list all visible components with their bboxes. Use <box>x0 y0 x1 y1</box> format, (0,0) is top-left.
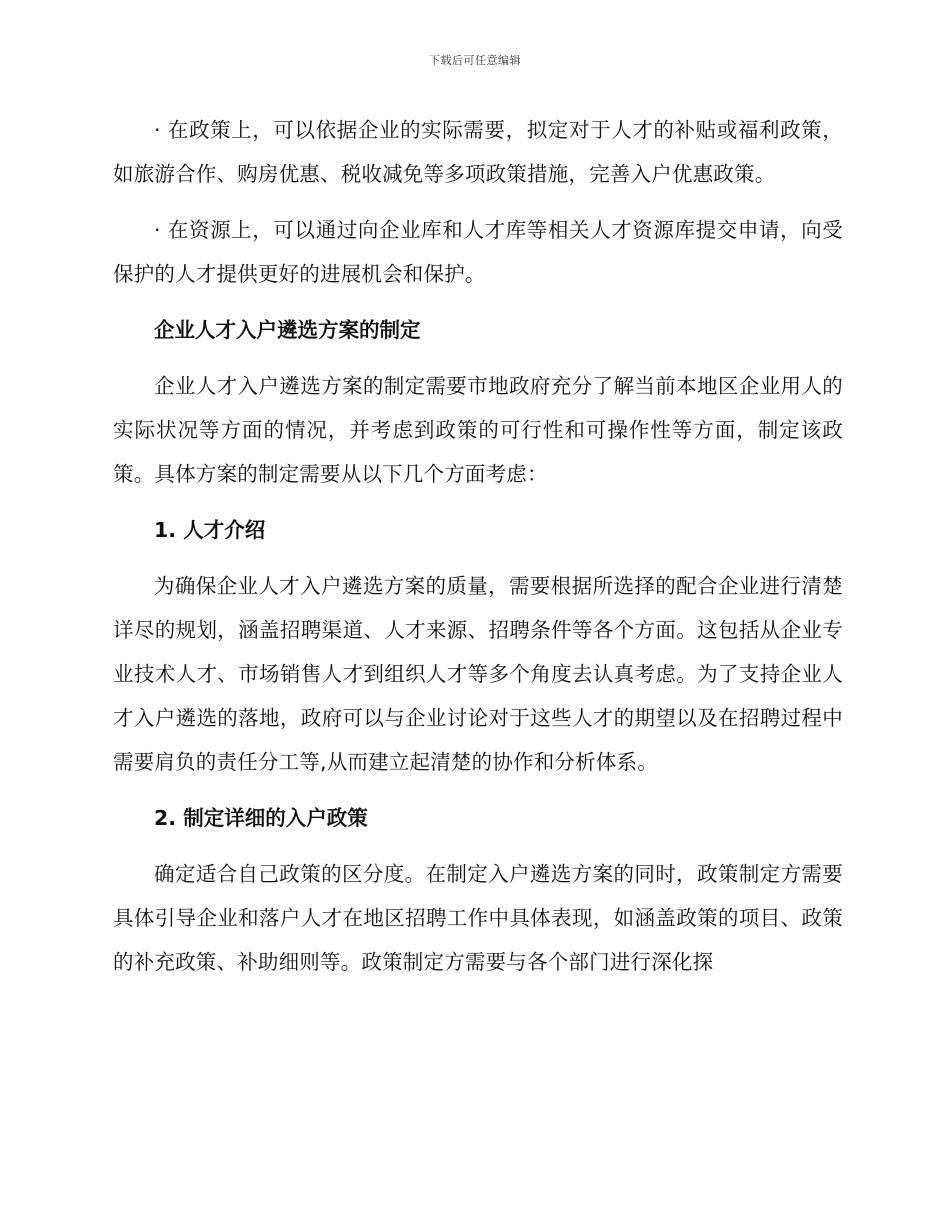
resource-bullet-paragraph: · 在资源上，可以通过向企业库和人才库等相关人才资源库提交申请，向受保护的人才提供更好的进展机会和保护。 <box>113 218 843 286</box>
policy-bullet-paragraph: · 在政策上，可以依据企业的实际需要，拟定对于人才的补贴或福利政策，如旅游合作、购房优惠、税收减免等多项政策措施，完善入户优惠政策。 <box>113 118 843 186</box>
page-header: 下载后可任意编辑 <box>429 54 521 67</box>
section-heading-plan: 企业人才入户遴选方案的制定 <box>154 318 421 342</box>
subheading-detailed-policy: 2. 制定详细的入户政策 <box>154 806 368 830</box>
detailed-policy-paragraph: 确定适合自己政策的区分度。在制定入户遴选方案的同时，政策制定方需要具体引导企业和落户人才在地区招聘工作中具体表现，如涵盖政策的项目、政策的补充政策、补助细则等。政策制定方需要与各个部门进行深化探 <box>113 862 843 974</box>
talent-intro-paragraph: 为确保企业人才入户遴选方案的质量，需要根据所选择的配合企业进行清楚详尽的规划，涵盖招聘渠道、人才来源、招聘条件等各个方面。这包括从企业专业技术人才、市场销售人才到组织人才等多个角度去认真考虑。为了支持企业人才入户遴选的落地，政府可以与企业讨论对于这些人才的期望以及在招聘过程中需要肩负的责任分工等,从而建立起清楚的协作和分析体系。 <box>113 574 843 774</box>
plan-intro-paragraph: 企业人才入户遴选方案的制定需要市地政府充分了解当前本地区企业用人的实际状况等方面的情况，并考虑到政策的可行性和可操作性等方面，制定该政策。具体方案的制定需要从以下几个方面考虑： <box>113 374 843 486</box>
document-body <box>113 108 843 996</box>
subheading-talent-intro: 1. 人才介绍 <box>154 518 266 542</box>
